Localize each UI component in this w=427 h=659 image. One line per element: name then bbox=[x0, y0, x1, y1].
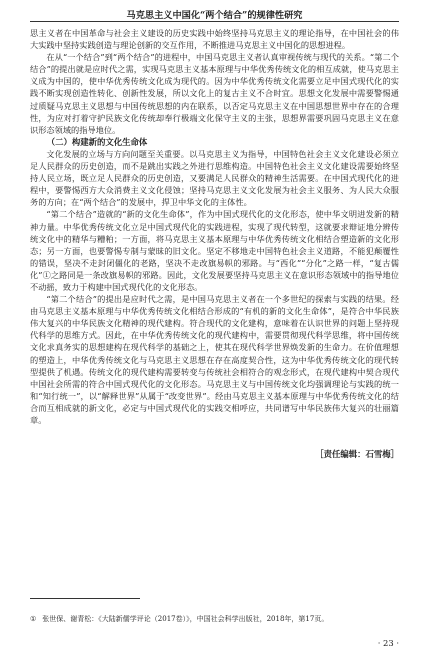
paragraph: 思主义者在中国革命与社会主义建设的历史实践中始终坚持马克思主义的理论指导，在中国社会的伟大实践中坚持实践创造与理论创新的交互作用，不断推进马克思主义中国化的思想进程。 bbox=[30, 28, 399, 51]
header-rule bbox=[30, 21, 399, 22]
paragraph: 文化发展的立场与方向问题至关重要。以马克思主义为指导，中国特色社会主义文化建设必须立足人民群众的历史创造，而不是跳出实践之外进行思维构造。中国特色社会主义文化建设需要始终坚持人民立场，既立足人民群众的历史创造，又要满足人民群众的精神生活需要。在中国式现代化的进程中，要警惕西方大众消费主义文化侵蚀；坚持马克思主义文化发展为社会主义服务、为人民大众服务的方向；在“两个结合”的发展中，捍卫中华文化的主体性。 bbox=[30, 148, 399, 208]
section-heading: （二）构建新的文化生命体 bbox=[46, 136, 148, 147]
page-number: · 23 · bbox=[377, 638, 399, 648]
article-body bbox=[30, 27, 399, 426]
footnote-marker: ① bbox=[30, 615, 37, 623]
footnote bbox=[30, 614, 399, 624]
paragraph: “第二个结合”的提出是应时代之需，是中国马克思主义者在一个多世纪的探索与实践的结果。经由马克思主义基本原理与中华优秀传统文化相结合形成的“有机的新的文化生命体”，是符合中华民族伟大复兴的中华民族文化精神的现代建构。符合现代的文化建构，意味着在认识世界的问题上坚持现代科学的思维方式。因此，在中华优秀传统文化的现代建构中，需要贯彻现代科学思维，将中国传统文化求真务实的思想建构在现代科学的基础之上，使其在现代科学世界焕发新的生命力。在价值理想的塑造上，中华优秀传统文化与马克思主义思想在存在高度契合性，这为中华优秀传统文化的现代转型提供了机遇。传统文化的现代建构需要转变与传统社会相符合的观念形式，在现代建构中契合现代中国社会所需的符合中国式现代化的文化形态。马克思主义与中国传统文化均强调理论与实践的统一和“知行统一”，以“解释世界”从属于“改变世界”。经由马克思主义基本原理与中华优秀传统文化的结合而互相成就的新文化，必定与中国式现代化的实践交相呼应，共同谱写中华民族伟大复兴的壮丽篇章。 bbox=[30, 294, 399, 425]
running-header: 马克思主义中国化“两个结合”的规律性研究 bbox=[126, 10, 303, 21]
editor-credit: ［责任编辑：石雪梅］ bbox=[315, 449, 399, 460]
footnote-text: 张世保、谢青松：《大陆新儒学评论（2017卷）》，中国社会科学出版社，2018年，第17页。 bbox=[42, 615, 329, 623]
paragraph: 在从“一个结合”到“两个结合”的进程中，中国马克思主义者认真审视传统与现代的关系。“第二个结合”的提出就是应时代之需，实现马克思主义基本原理与中华优秀传统文化的相互成就，使马克思主义成为中国的，使中华优秀传统文化成为现代的。因为中华优秀传统文化需要立足中国式现代化的实践不断实现创造性转化、创新性发展，所以文化上的复古主义不合时宜。思想文化发展中需要警惕通过质疑马克思主义思想与中国传统思想的内在联系，以否定马克思主义在中国思想世界中存在的合理性，为应对打着守护民族文化传统却奉行极端文化保守主义的主张，思想界需要巩固马克思主义在意识形态领域的指导地位。 bbox=[30, 52, 399, 135]
paragraph: “第二个结合”造就的“新的文化生命体”，作为中国式现代化的文化形态，使中华文明进发新的精神力量。中华优秀传统文化立足中国式现代化的实践进程，实现了现代转型，这就要求辩证地分辨传统文化中的精华与糟粕；一方面，将马克思主义基本原理与中华优秀传统文化相结合塑造新的文化形态；另一方面，也要警惕专制与蒙昧的旧文化。坚定不移地走中国特色社会主义道路，不能犯颠覆性的错误，坚决不走封闭僵化的老路，坚决不走改旗易帜的邪路。与“西化”“分化”之路一样，“复古儒化”①之路同是一条改旗易帜的邪路。因此，文化发展要坚持马克思主义在意识形态领域中的指导地位不动摇，致力于构建中国式现代化的文化形态。 bbox=[30, 209, 399, 292]
footnote-rule bbox=[30, 598, 140, 599]
